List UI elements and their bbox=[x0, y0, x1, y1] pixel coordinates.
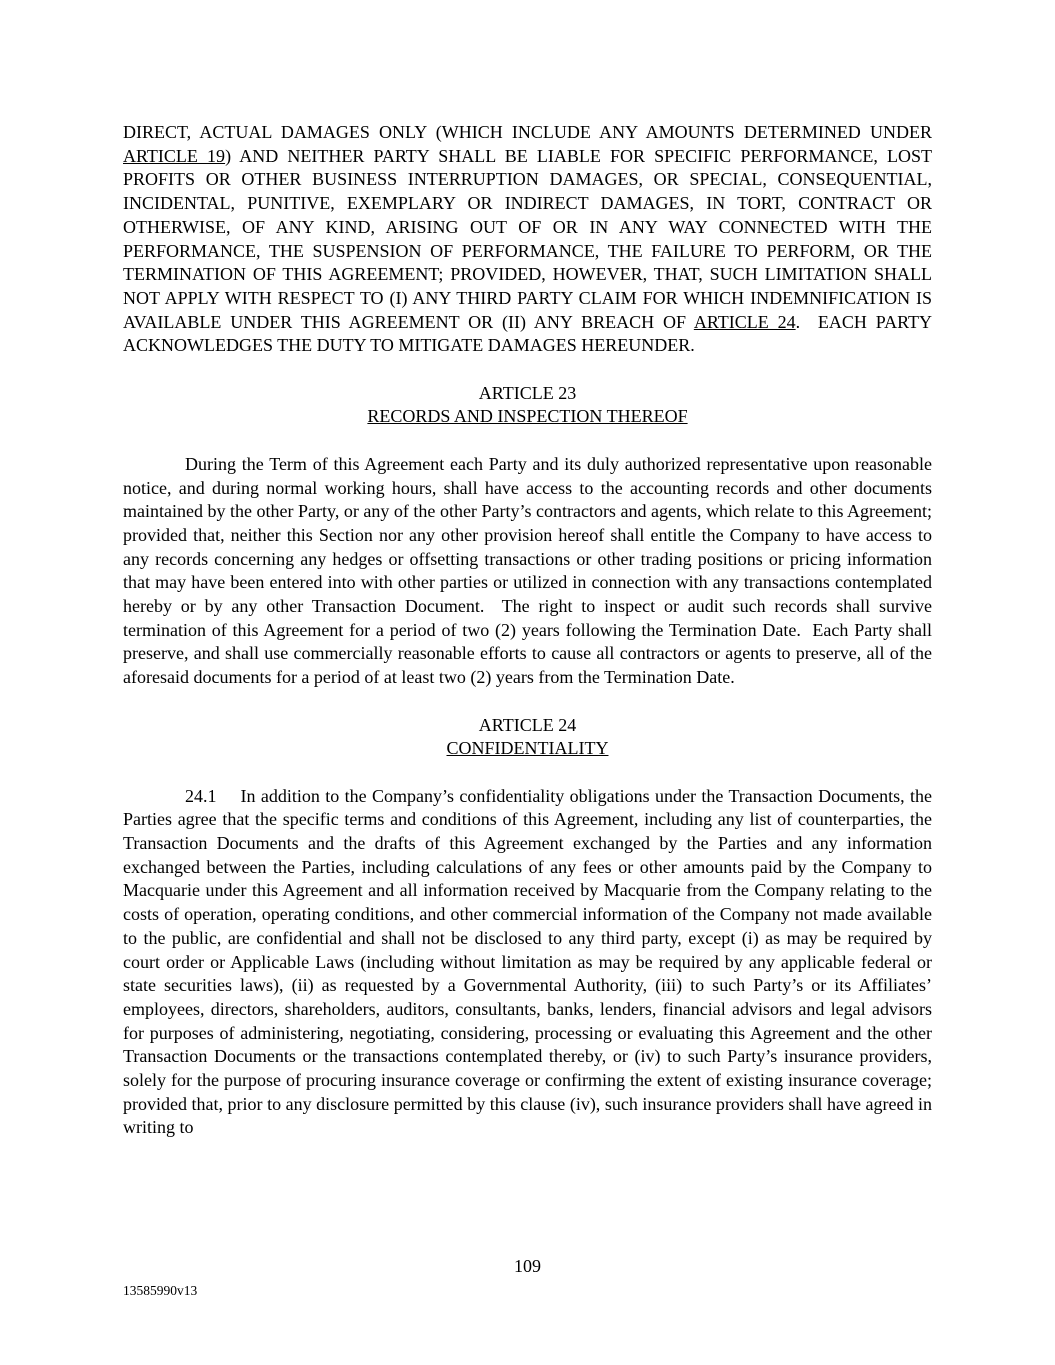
document-body bbox=[123, 121, 932, 1164]
paragraph-confidentiality-24-1 bbox=[123, 785, 932, 1141]
text-segment: . EACH PARTY ACKNOWLEDGES THE DUTY TO MITIGATE DAMAGES HEREUNDER. bbox=[123, 311, 932, 356]
text-segment: ) AND NEITHER PARTY SHALL BE LIABLE FOR SPECIFIC PERFORMANCE, LOST PROFITS OR OTHER BUSINESS INTERRUPTION DAMAGES, OR SPECIAL, CONSEQUENTIAL, INCIDENTAL, PUNITIVE, EXEMPLARY OR INDIRECT DAMAGES, IN TORT, CONTRACT OR OTHERWISE, OF ANY KIND, ARISING OUT OF OR IN ANY WAY CONNECTED WITH THE PERFORMANCE, THE SUSPENSION OF PERFORMANCE, THE FAILURE TO PERFORM, OR THE TERMINATION OF THIS AGREEMENT; PROVIDED, HOWEVER, THAT, SUCH LIMITATION SHALL NOT APPLY WITH RESPECT TO (I) ANY THIRD PARTY CLAIM FOR WHICH INDEMNIFICATION IS AVAILABLE UNDER THIS AGREEMENT OR (II) ANY BREACH OF bbox=[123, 145, 932, 332]
cross-reference: ARTICLE 19 bbox=[123, 145, 226, 166]
article-23-title: RECORDS AND INSPECTION THEREOF bbox=[367, 406, 688, 427]
section-number: 24.1 bbox=[185, 785, 217, 806]
paragraph-limitation-of-damages bbox=[123, 121, 932, 358]
article-24-title: CONFIDENTIALITY bbox=[446, 738, 609, 759]
section-text: In addition to the Company’s confidentiality obligations under the Transaction Documents, the Parties agree that the specific terms and conditions of this Agreement, including any list of counterparties, the Transaction Documents and the drafts of this Agreement exchanged by the Parties and any information exchanged between the Parties, including calculations of any fees or other amounts paid by the Company to Macquarie under this Agreement and all information received by Macquarie from the Company relating to the costs of operation, operating conditions, and other commercial information of the Company not made available to the public, are confidential and shall not be disclosed to any third party, except (i) as may be required by court order or Applicable Laws (including without limitation as may be required by any applicable federal or state securities laws), (ii) as requested by a Governmental Authority, (iii) to such Party’s or its Affiliates’ employees, directors, shareholders, auditors, consultants, banks, lenders, financial advisors and legal advisors for purposes of administering, negotiating, considering, processing or evaluating this Agreement and the other Transaction Documents or the transactions contemplated thereby, or (iv) to such Party’s insurance providers, solely for the purpose of procuring insurance coverage or confirming the extent of existing insurance coverage; provided that, prior to any disclosure permitted by this clause (iv), such insurance providers shall have agreed in writing to bbox=[123, 785, 932, 1138]
document-id-footer: 13585990v13 bbox=[123, 1283, 198, 1298]
page-number: 109 bbox=[514, 1256, 541, 1276]
article-23-number: ARTICLE 23 bbox=[478, 382, 577, 403]
text-segment: DIRECT, ACTUAL DAMAGES ONLY (WHICH INCLUDE ANY AMOUNTS DETERMINED UNDER bbox=[123, 122, 932, 142]
article-24-number: ARTICLE 24 bbox=[478, 714, 577, 735]
cross-reference: ARTICLE 24 bbox=[693, 311, 796, 332]
article-23-heading bbox=[123, 382, 932, 429]
paragraph-records-inspection: During the Term of this Agreement each Party and its duly authorized representative upon reasonable notice, and during normal working hours, shall have access to the accounting records and other documents maintained by the other Party, or any of the other Party’s contractors and agents, which relate to this Agreement; provided that, neither this Section nor any other provision hereof shall entitle the Company to have access to any records concerning any hedges or offsetting transactions or other trading positions or pricing information that may have been entered into with other parties or utilized in connection with any transactions contemplated hereby or by any other Transaction Document. The right to inspect or audit such records shall survive termination of this Agreement for a period of two (2) years following the Termination Date. Each Party shall preserve, and shall use commercially reasonable efforts to cause all contractors or agents to preserve, all of the aforesaid documents for a period of at least two (2) years from the Termination Date. bbox=[123, 453, 932, 688]
article-24-heading bbox=[123, 714, 932, 761]
